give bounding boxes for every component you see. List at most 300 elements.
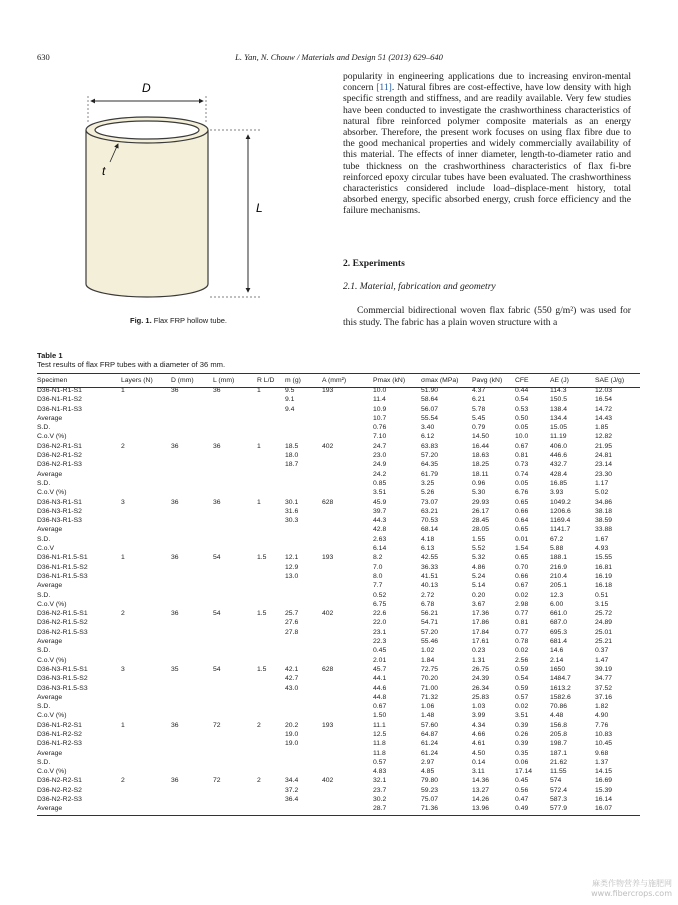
table-cell: 42.8 bbox=[373, 526, 387, 534]
tube-rim-inner bbox=[95, 121, 199, 139]
table-cell: 3.25 bbox=[421, 479, 435, 487]
table-row bbox=[37, 432, 640, 441]
table-cell bbox=[322, 414, 373, 423]
table-cell: 28.45 bbox=[472, 517, 490, 525]
table-cell bbox=[322, 684, 373, 693]
table-cell: 1169.4 bbox=[550, 517, 571, 525]
table-cell: 9.5 bbox=[285, 387, 295, 394]
table-cell bbox=[121, 488, 171, 497]
table-cell bbox=[213, 451, 257, 460]
table-cell bbox=[213, 758, 257, 767]
table-row bbox=[37, 600, 640, 609]
reference-link-11[interactable]: [11] bbox=[376, 82, 392, 94]
table-cell: 0.51 bbox=[595, 591, 609, 599]
table-cell bbox=[322, 516, 373, 525]
table-cell: 54.71 bbox=[421, 619, 439, 627]
table-cell: 4.83 bbox=[373, 768, 387, 776]
table-cell bbox=[121, 786, 171, 795]
table-cell: C.o.V (%) bbox=[37, 600, 67, 608]
table-cell: 156.8 bbox=[550, 721, 568, 729]
table-cell: 3 bbox=[121, 665, 125, 673]
table-cell: D36-N2-R2-S3 bbox=[37, 796, 82, 804]
table-cell: 5.14 bbox=[472, 582, 486, 590]
table-cell: 32.1 bbox=[373, 777, 387, 785]
table-cell bbox=[257, 479, 285, 488]
table-cell: 44.8 bbox=[373, 693, 387, 701]
table-cell: 55.54 bbox=[421, 414, 439, 422]
table-cell: 0.79 bbox=[472, 424, 486, 432]
table-cell bbox=[322, 470, 373, 479]
table-cell: 0.65 bbox=[515, 526, 529, 534]
table-row bbox=[37, 516, 640, 525]
table-cell bbox=[285, 525, 322, 534]
table-row bbox=[37, 795, 640, 804]
table-cell bbox=[257, 730, 285, 739]
table-cell: C.o.V (%) bbox=[37, 656, 67, 664]
table-cell: 12.82 bbox=[595, 433, 613, 441]
table-cell bbox=[257, 516, 285, 525]
table-cell bbox=[121, 739, 171, 748]
table-cell bbox=[322, 535, 373, 544]
table-cell: 72 bbox=[213, 721, 221, 729]
table-cell: D36-N1-R2-S2 bbox=[37, 730, 82, 738]
table-cell: 40.13 bbox=[421, 582, 439, 590]
table-cell bbox=[257, 432, 285, 441]
table-row bbox=[37, 470, 640, 479]
table-cell: 24.39 bbox=[472, 675, 490, 683]
table-cell: 432.7 bbox=[550, 461, 568, 469]
intro-text-b: . Natural fibres are cost-effective, have low density with high specific strength and stiffness, and are readily available. Very few studies have been conducted to investigate the crashworthiness characteristics of natural fibre reinforced polymer composite materials as an energy absorber. Therefore, the present work focuses on using flax fibre due to the good mechanical properties and widely commercially availability of this material. The effects of inner diameter, length-to-diameter ratio and tube thickness on the crashworthiness characteristics of flax fi-bre reinforced epoxy circular tubes have been evaluated. The crashworthiness characteristics considered include load–displace-ment history, total absorbed energy, specific absorbed energy, crush force efficiency and the failure mechanisms. bbox=[343, 82, 631, 217]
table-cell: 11.1 bbox=[373, 721, 386, 729]
table-cell bbox=[213, 432, 257, 441]
table-cell bbox=[171, 646, 213, 655]
table-cell bbox=[121, 674, 171, 683]
table-cell: D36-N1-R1.5-S1 bbox=[37, 554, 88, 562]
table-cell bbox=[285, 758, 322, 767]
table-cell: 681.4 bbox=[550, 638, 568, 646]
table-cell: 10.83 bbox=[595, 730, 613, 738]
table-cell bbox=[121, 618, 171, 627]
table-cell: 695.3 bbox=[550, 628, 568, 636]
table-row bbox=[37, 405, 640, 414]
table-cell bbox=[257, 637, 285, 646]
table-cell: 0.54 bbox=[515, 396, 529, 404]
table-cell: 54 bbox=[213, 554, 221, 562]
table-cell: 29.93 bbox=[472, 498, 490, 506]
table-cell: 0.59 bbox=[515, 684, 529, 692]
table-cell: 17.36 bbox=[472, 610, 490, 618]
table-cell bbox=[322, 795, 373, 804]
table-cell: 1.48 bbox=[421, 712, 435, 720]
table-cell: Average bbox=[37, 749, 63, 757]
table-cell: 1.85 bbox=[595, 424, 609, 432]
table-cell: 1.55 bbox=[472, 535, 486, 543]
material-paragraph: Commercial bidirectional woven flax fabric (550 g/m²) was used for this study. The fabric has a plain woven structure with a bbox=[343, 305, 631, 328]
table-cell bbox=[285, 702, 322, 711]
subsection-heading-material: 2.1. Material, fabrication and geometry bbox=[343, 281, 496, 292]
table-cell: 4.37 bbox=[472, 387, 486, 394]
table-cell: 36 bbox=[171, 387, 179, 394]
table-cell: 23.30 bbox=[595, 470, 613, 478]
table-cell bbox=[257, 749, 285, 758]
table-cell: 1.5 bbox=[257, 665, 267, 673]
table-cell: 2.98 bbox=[515, 600, 529, 608]
table-cell: 0.64 bbox=[515, 517, 529, 525]
table-cell bbox=[285, 646, 322, 655]
col-ae: AE (J) bbox=[550, 377, 569, 384]
table-cell: S.D. bbox=[37, 535, 51, 543]
table-cell bbox=[171, 423, 213, 432]
table-cell: 0.45 bbox=[515, 777, 529, 785]
table-cell: 26.34 bbox=[472, 684, 490, 692]
table-cell: 10.0 bbox=[515, 433, 529, 441]
table-cell: 22.6 bbox=[373, 610, 387, 618]
table-cell bbox=[213, 414, 257, 423]
table-cell bbox=[257, 804, 285, 813]
table-row bbox=[37, 498, 640, 507]
table-cell bbox=[322, 563, 373, 572]
table-cell: 25.21 bbox=[595, 638, 613, 646]
table-cell: 45.7 bbox=[373, 665, 387, 673]
table-cell: 5.78 bbox=[472, 405, 486, 413]
table-cell bbox=[257, 693, 285, 702]
col-sigma-max: σmax (MPa) bbox=[421, 377, 459, 384]
table-cell: 1.54 bbox=[515, 545, 529, 553]
table-cell: 58.64 bbox=[421, 396, 439, 404]
table-cell: 446.6 bbox=[550, 452, 568, 460]
table-cell bbox=[121, 544, 171, 553]
table-cell: 25.72 bbox=[595, 610, 613, 618]
table-cell bbox=[121, 395, 171, 404]
table-cell: D36-N3-R1.5-S3 bbox=[37, 684, 88, 692]
table-cell bbox=[121, 628, 171, 637]
table-cell: 17.14 bbox=[515, 768, 533, 776]
table-cell bbox=[121, 730, 171, 739]
table-cell: 4.66 bbox=[472, 730, 486, 738]
table-cell bbox=[257, 618, 285, 627]
table-cell: 16.54 bbox=[595, 396, 613, 404]
table-cell bbox=[121, 804, 171, 813]
table-cell: 25.01 bbox=[595, 628, 613, 636]
table-cell bbox=[257, 451, 285, 460]
table-cell: 1 bbox=[257, 387, 261, 394]
table-cell bbox=[257, 525, 285, 534]
table-cell: 0.74 bbox=[515, 470, 529, 478]
table-cell bbox=[171, 563, 213, 572]
table-cell bbox=[257, 646, 285, 655]
running-head: L. Yan, N. Chouw / Materials and Design 51 (2013) 629–640 bbox=[235, 52, 443, 62]
table-cell: 2 bbox=[121, 777, 125, 785]
table-cell: 18.5 bbox=[285, 442, 299, 450]
table-cell bbox=[171, 525, 213, 534]
table-cell bbox=[257, 711, 285, 720]
table-cell: 27.8 bbox=[285, 628, 299, 636]
table-cell bbox=[322, 395, 373, 404]
table-cell: 7.7 bbox=[373, 582, 383, 590]
table-cell bbox=[285, 544, 322, 553]
table-cell bbox=[322, 646, 373, 655]
table-cell: 15.55 bbox=[595, 554, 613, 562]
table-cell bbox=[257, 414, 285, 423]
table-cell bbox=[213, 516, 257, 525]
table-cell: 13.96 bbox=[472, 805, 490, 813]
table-cell: 20.2 bbox=[285, 721, 299, 729]
table-cell: 402 bbox=[322, 610, 334, 618]
table-cell bbox=[171, 535, 213, 544]
table-cell bbox=[121, 767, 171, 776]
table-cell bbox=[171, 591, 213, 600]
col-layers: Layers (N) bbox=[121, 377, 153, 384]
table-cell: 71.00 bbox=[421, 684, 439, 692]
table-cell bbox=[171, 516, 213, 525]
table-cell: 38.18 bbox=[595, 507, 613, 515]
table-cell bbox=[213, 693, 257, 702]
table-cell bbox=[285, 600, 322, 609]
table-cell bbox=[257, 572, 285, 581]
table-row bbox=[37, 804, 640, 813]
table-cell bbox=[285, 656, 322, 665]
table-cell: 72 bbox=[213, 777, 221, 785]
table-cell bbox=[213, 656, 257, 665]
table-cell bbox=[171, 786, 213, 795]
table-cell: 1049.2 bbox=[550, 498, 571, 506]
table-cell bbox=[213, 749, 257, 758]
table-cell bbox=[171, 488, 213, 497]
table-cell: 35 bbox=[171, 665, 179, 673]
table-cell: 15.05 bbox=[550, 424, 568, 432]
table-cell bbox=[285, 479, 322, 488]
table-cell: 6.21 bbox=[472, 396, 486, 404]
table-cell: 27.6 bbox=[285, 619, 299, 627]
table-cell: 0.56 bbox=[515, 786, 529, 794]
table-cell: 4.48 bbox=[550, 712, 564, 720]
table-cell: 14.43 bbox=[595, 414, 613, 422]
table-cell: 70.86 bbox=[550, 703, 568, 711]
table-cell: 0.02 bbox=[515, 703, 529, 711]
table-cell bbox=[257, 739, 285, 748]
table-cell: 0.02 bbox=[515, 647, 529, 655]
table-cell: 114.3 bbox=[550, 387, 567, 394]
table-cell bbox=[257, 786, 285, 795]
table-cell: S.D. bbox=[37, 424, 51, 432]
table-cell: 0.50 bbox=[515, 414, 529, 422]
table-cell bbox=[171, 804, 213, 813]
table-cell bbox=[121, 423, 171, 432]
table-cell: 26.75 bbox=[472, 665, 490, 673]
table-cell: 5.32 bbox=[472, 554, 486, 562]
table-cell: 2.72 bbox=[421, 591, 435, 599]
table-cell bbox=[285, 488, 322, 497]
table-cell: 0.39 bbox=[515, 740, 529, 748]
table-cell: 0.14 bbox=[472, 758, 486, 766]
table-cell: 574 bbox=[550, 777, 562, 785]
table-cell bbox=[121, 479, 171, 488]
table-cell bbox=[213, 563, 257, 572]
figure-tube bbox=[60, 74, 310, 318]
table-cell bbox=[171, 767, 213, 776]
table-cell bbox=[171, 414, 213, 423]
table-cell: 0.77 bbox=[515, 610, 529, 618]
table-cell: 628 bbox=[322, 498, 334, 506]
table-cell: 0.78 bbox=[515, 638, 529, 646]
table-cell: 71.36 bbox=[421, 805, 439, 813]
table-row bbox=[37, 451, 640, 460]
table-cell: 22.3 bbox=[373, 638, 387, 646]
table-cell: 44.1 bbox=[373, 675, 387, 683]
results-table bbox=[37, 375, 640, 814]
table-row bbox=[37, 711, 640, 720]
table-cell: 16.69 bbox=[595, 777, 613, 785]
table-cell bbox=[322, 591, 373, 600]
table-cell bbox=[322, 507, 373, 516]
table-cell: 10.45 bbox=[595, 740, 613, 748]
table-cell: 577.9 bbox=[550, 805, 568, 813]
table-cell bbox=[121, 749, 171, 758]
table-cell bbox=[171, 693, 213, 702]
table-cell: 0.45 bbox=[373, 647, 387, 655]
table-cell: D36-N2-R1.5-S2 bbox=[37, 619, 88, 627]
table-cell bbox=[213, 479, 257, 488]
table-cell: D36-N1-R1.5-S2 bbox=[37, 563, 88, 571]
table-cell: 16.85 bbox=[550, 479, 568, 487]
table-cell bbox=[171, 795, 213, 804]
table-cell: 19.0 bbox=[285, 740, 299, 748]
table-cell bbox=[257, 702, 285, 711]
table-cell bbox=[213, 646, 257, 655]
table-cell: 36 bbox=[171, 442, 179, 450]
table-cell bbox=[121, 795, 171, 804]
table-cell: 0.65 bbox=[515, 554, 529, 562]
table-cell bbox=[257, 507, 285, 516]
col-area: A (mm²) bbox=[322, 377, 347, 384]
table-cell: 14.36 bbox=[472, 777, 490, 785]
col-pmax: Pmax (kN) bbox=[373, 377, 406, 384]
table-cell: D36-N1-R1-S1 bbox=[37, 387, 82, 394]
table-cell bbox=[121, 591, 171, 600]
table-cell: 2.63 bbox=[373, 535, 387, 543]
table-cell: 23.14 bbox=[595, 461, 613, 469]
table-cell bbox=[213, 730, 257, 739]
table-cell: 36 bbox=[171, 554, 179, 562]
col-mass: m (g) bbox=[285, 377, 301, 384]
table-cell: 5.30 bbox=[472, 489, 486, 497]
table-cell bbox=[121, 507, 171, 516]
table-cell: 687.0 bbox=[550, 619, 568, 627]
table-cell bbox=[121, 432, 171, 441]
table-row bbox=[37, 637, 640, 646]
table-row bbox=[37, 702, 640, 711]
table-cell: 193 bbox=[322, 721, 334, 729]
table-cell bbox=[171, 628, 213, 637]
table-cell: 8.2 bbox=[373, 554, 383, 562]
table-cell bbox=[257, 591, 285, 600]
table-cell: 9.68 bbox=[595, 749, 609, 757]
table-cell: 6.14 bbox=[373, 545, 387, 553]
table-cell: 36 bbox=[213, 387, 221, 394]
table-cell: 4.85 bbox=[421, 768, 435, 776]
table-cell bbox=[171, 405, 213, 414]
table-caption: Test results of flax FRP tubes with a diameter of 36 mm. bbox=[37, 360, 226, 369]
table-cell bbox=[121, 414, 171, 423]
table-cell: 1 bbox=[257, 498, 261, 506]
table-cell: 7.0 bbox=[373, 563, 383, 571]
table-cell: 14.15 bbox=[595, 768, 613, 776]
table-cell: 2 bbox=[257, 777, 261, 785]
table-cell bbox=[322, 656, 373, 665]
table-cell: 9.4 bbox=[285, 405, 295, 413]
table-cell: 34.86 bbox=[595, 498, 613, 506]
table-cell: 6.75 bbox=[373, 600, 387, 608]
table-cell bbox=[171, 758, 213, 767]
table-cell: 1.31 bbox=[472, 656, 486, 664]
table-cell: 0.35 bbox=[515, 749, 529, 757]
table-cell: 34.4 bbox=[285, 777, 299, 785]
table-cell: 67.2 bbox=[550, 535, 564, 543]
table-row bbox=[37, 442, 640, 451]
table-cell bbox=[121, 460, 171, 469]
table-cell: Average bbox=[37, 582, 63, 590]
table-cell bbox=[213, 767, 257, 776]
table-cell: 12.1 bbox=[285, 554, 299, 562]
table-cell bbox=[213, 674, 257, 683]
table-cell: 2 bbox=[121, 610, 125, 618]
table-cell: 0.37 bbox=[595, 647, 609, 655]
table-cell: 0.67 bbox=[515, 442, 529, 450]
table-cell: 57.20 bbox=[421, 628, 439, 636]
table-cell: 198.7 bbox=[550, 740, 568, 748]
table-cell: 26.17 bbox=[472, 507, 490, 515]
table-cell: 0.49 bbox=[515, 805, 529, 813]
col-diameter: D (mm) bbox=[171, 377, 194, 384]
table-cell: 3.67 bbox=[472, 600, 486, 608]
table-row bbox=[37, 739, 640, 748]
table-cell: D36-N2-R1-S1 bbox=[37, 442, 82, 450]
table-cell: 4.61 bbox=[472, 740, 486, 748]
table-cell: 19.0 bbox=[285, 730, 299, 738]
table-cell: 1 bbox=[121, 721, 125, 729]
table-cell bbox=[285, 749, 322, 758]
table-cell bbox=[322, 525, 373, 534]
table-cell: 0.20 bbox=[472, 591, 486, 599]
table-cell: S.D. bbox=[37, 758, 51, 766]
table-cell: 193 bbox=[322, 387, 334, 394]
table-cell bbox=[322, 674, 373, 683]
table-cell: 5.45 bbox=[472, 414, 486, 422]
table-cell bbox=[121, 451, 171, 460]
table-cell: 79.80 bbox=[421, 777, 439, 785]
table-body bbox=[37, 386, 640, 814]
table-cell: 0.57 bbox=[515, 693, 529, 701]
table-cell: 9.1 bbox=[285, 396, 295, 404]
table-cell: 16.18 bbox=[595, 582, 613, 590]
table-cell: 11.8 bbox=[373, 749, 386, 757]
table-cell: 36 bbox=[171, 498, 179, 506]
table-cell: 16.19 bbox=[595, 572, 613, 580]
table-cell: 30.2 bbox=[373, 796, 387, 804]
table-cell bbox=[322, 432, 373, 441]
table-cell: 0.01 bbox=[515, 535, 529, 543]
table-cell: 22.0 bbox=[373, 619, 387, 627]
table-cell: 36.4 bbox=[285, 796, 299, 804]
table-cell: 55.46 bbox=[421, 638, 439, 646]
table-cell: 0.05 bbox=[515, 479, 529, 487]
table-cell bbox=[213, 739, 257, 748]
table-row bbox=[37, 460, 640, 469]
table-cell: 205.1 bbox=[550, 582, 568, 590]
table-cell: 5.88 bbox=[550, 545, 564, 553]
table-cell bbox=[213, 600, 257, 609]
table-cell: 3 bbox=[121, 498, 125, 506]
